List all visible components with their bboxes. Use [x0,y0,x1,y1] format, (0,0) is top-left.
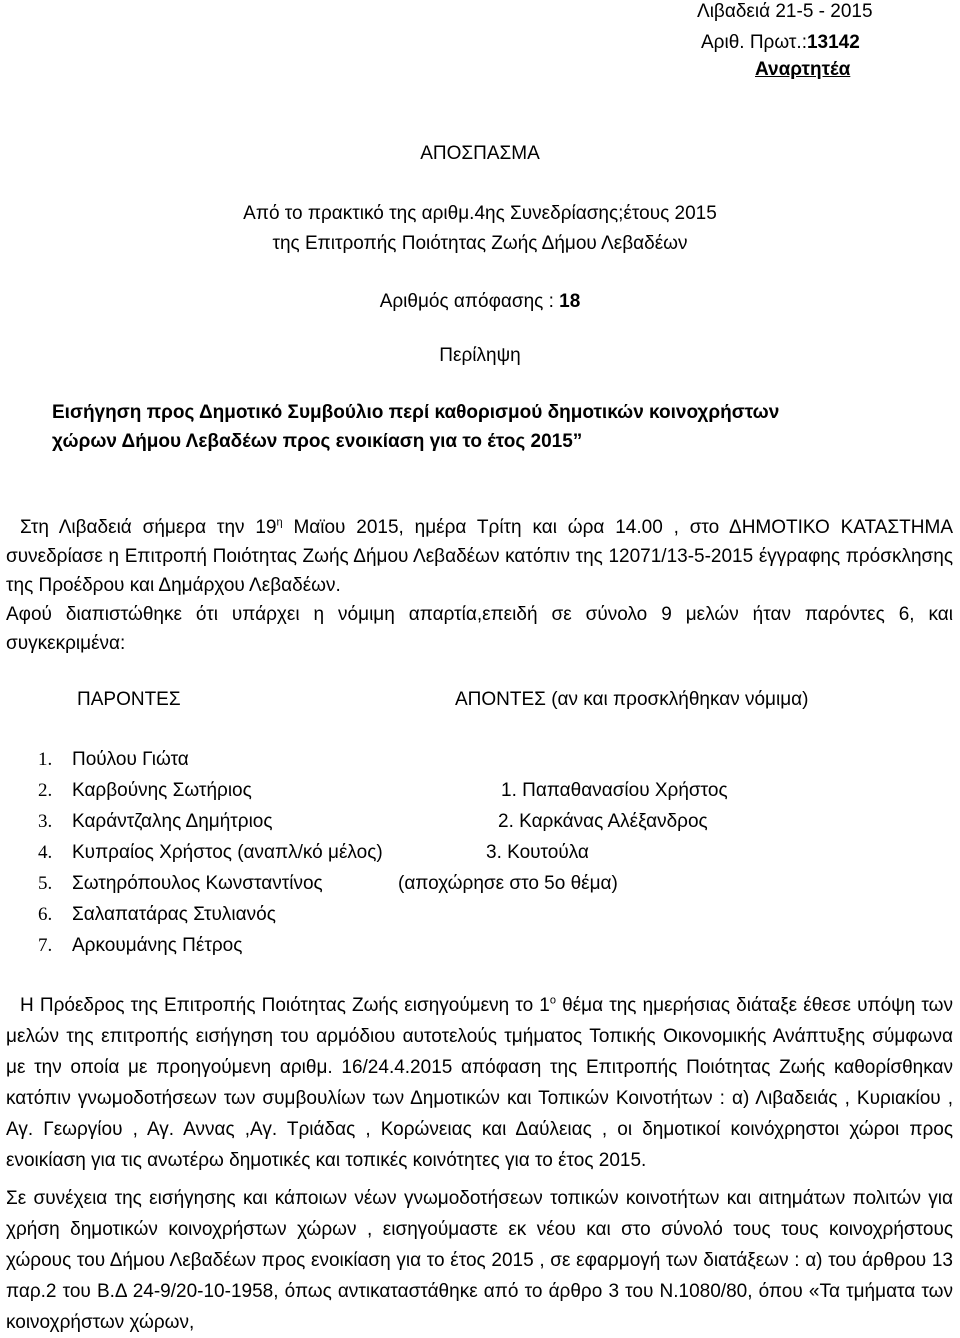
present-member [38,812,273,831]
member-name: Καράντζαλης Δημήτριος [72,811,273,832]
summary-label: Περίληψη [439,345,521,366]
intro-paragraph-2: Αφού διαπιστώθηκε ότι υπάρχει η νόμιμη απαρτία,επειδή σε σύνολο 9 μελών ήταν παρόντες 6, και συγκεκριμένα: [6,604,953,654]
intro-p1-rest: Μαϊου 2015, ημέρα Τρίτη και ώρα 14.00 , στο ΔΗΜΟΤΙΚΟ ΚΑΤΑΣΤΗΜΑ συνεδρίασε η Επιτροπή Ποιότητας Ζωής Δήμου Λεβαδέων κατόπιν της 12071/13-5-2015 έγγραφης πρόσκλησης της Προέδρου και Δημάρχου Λεβαδέων. [6,517,953,596]
body-p1-rest: θέμα της ημερήσιας διάταξε έθεσε υπόψη των μελών της επιτροπής εισήγηση του αρμόδιου αυτοτελούς τμήματος Τοπικής Οικονομικής Ανάπτυξης σύμφωνα με την οποία με προηγούμενη αριθμ. 16/24.4.2015 απόφαση της Επιτροπής Ποιότητας Ζωής καθορίσθηκαν κατόπιν γνωμοδοτήσεων των συμβουλίων των Δημοτικών και Τοπικών Κοινοτήτων : α) Λιβαδειάς , Κυριακίου , Αγ. Γεωργίου , Αγ. Αννας ,Αγ. Τριάδας , Κορώνειας και Δαύλειας , οι δημοτικοί κοινόχρηστοι χώροι προς ενοικίαση για τις ανωτέρω δημοτικές και τοπικές κοινότητες για το έτος 2015. [6,995,953,1171]
body-paragraph-1 [6,990,953,1176]
protocol-value: 13142 [806,32,860,53]
member-name: Κυπραίος Χρήστος (αναπλ/κό μέλος) [72,842,383,863]
decision-value: 18 [559,291,581,312]
absent-header: ΑΠΟΝΤΕΣ (αν και προσκλήθηκαν νόμιμα) [455,689,809,710]
member-name: Πούλου Γιώτα [72,749,189,770]
present-member [38,843,383,862]
member-name: Καρβούνης Σωτήριος [72,780,252,801]
protocol-number [701,33,860,52]
body-paragraph-2: Σε συνέχεια της εισήγησης και κάποιων νέων γνωμοδοτήσεων τοπικών κοινοτήτων και αιτημάτων πολιτών για χρήση δημοτικών κοινοχρήστων χώρων , εισηγούμαστε εκ νέου και στο σύνολό τους τους κοινοχρήστους χώρους του Δήμου Λεβαδέων προς ενοικίαση για το έτος 2015 , σε εφαρμογή των διατάξεων : α) του άρθρου 13 παρ.2 του Β.Δ 24-9/20-10-1958, όπως αντικαταστάθηκε από το άρθρο 3 του Ν.1080/80, όπου «Τα τμήματα των κοινοχρήστων χώρων, [6,1188,953,1333]
summary-line-1: Εισήγηση προς Δημοτικό Συμβούλιο περί καθορισμού δημοτικών κοινοχρήστων [52,402,780,423]
member-name: Σωτηρόπουλος Κωνσταντίνος [72,873,323,894]
list-number: 6. [38,904,53,925]
absent-member: 3. Κουτούλα [486,842,589,863]
intro-paragraph-1 [6,513,953,600]
absent-member: 1. Παπαθανασίου Χρήστος [501,780,728,801]
extract-title: ΑΠΟΣΠΑΣΜΑ [420,143,540,164]
member-name: Σαλαπατάρας Στυλιανός [72,904,276,925]
intro-p1-superscript: η [276,516,283,529]
list-number: 3. [38,811,53,832]
decision-number [0,292,960,311]
member-name: Αρκουμάνης Πέτρος [72,935,243,956]
present-member [38,874,323,893]
list-number: 5. [38,873,53,894]
protocol-label: Αριθ. Πρωτ.: [701,32,807,53]
list-number: 4. [38,842,53,863]
decision-label: Αριθμός απόφασης : [379,291,560,312]
place-date: Λιβαδειά 21-5 - 2015 [697,1,873,22]
body-p1-superscript: ο [549,994,556,1007]
present-member [38,750,189,769]
absent-member: 2. Καρκάνας Αλέξανδρος [498,811,708,832]
present-header: ΠΑΡΟΝΤΕΣ [77,689,181,710]
list-number: 1. [38,749,53,770]
departure-note: (αποχώρησε στο 5ο θέμα) [398,873,618,894]
present-member [38,936,242,955]
list-number: 2. [38,780,53,801]
minutes-line-1: Από το πρακτικό της αριθμ.4ης Συνεδρίασης;έτους 2015 [243,203,717,224]
minutes-line-2: της Επιτροπής Ποιότητας Ζωής Δήμου Λεβαδέων [272,233,688,254]
intro-p1-start: Στη Λιβαδειά σήμερα την 19 [20,517,277,538]
posting-label: Αναρτητέα [755,59,851,80]
body-p1-start: Η Πρόεδρος της Επιτροπής Ποιότητας Ζωής εισηγούμενη το 1 [20,995,550,1016]
present-member [38,905,276,924]
list-number: 7. [38,935,53,956]
present-member [38,781,252,800]
summary-line-2: χώρων Δήμου Λεβαδέων προς ενοικίαση για το έτος 2015” [52,431,583,452]
